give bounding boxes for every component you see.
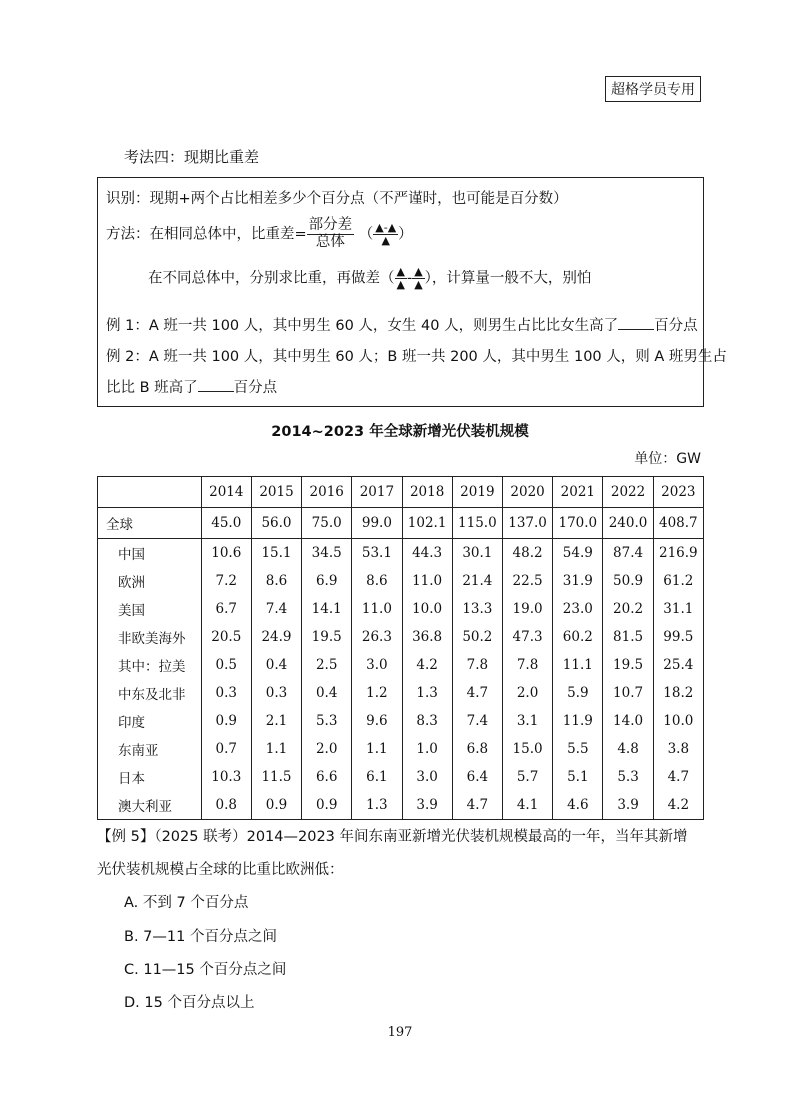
table-row — [98, 763, 704, 791]
table-cell: 2.0 — [502, 679, 552, 707]
table-cell: 53.1 — [352, 539, 402, 568]
table-cell: 99.5 — [653, 623, 703, 651]
header-year: 2020 — [502, 477, 552, 508]
table-cell: 170.0 — [553, 508, 603, 539]
table-cell: 6.8 — [452, 735, 502, 763]
table-cell: 48.2 — [502, 539, 552, 568]
table-cell: 7.4 — [452, 707, 502, 735]
table-cell: 0.4 — [251, 651, 301, 679]
row-label: 澳大利亚 — [98, 791, 202, 820]
triangle-fraction — [373, 222, 398, 247]
table-cell: 102.1 — [402, 508, 452, 539]
table-cell: 19.5 — [603, 651, 653, 679]
table-cell: 0.7 — [201, 735, 251, 763]
option-c: C. 11—15 个百分点之间 — [124, 962, 287, 978]
table-cell: 47.3 — [502, 623, 552, 651]
table-cell: 6.6 — [302, 763, 352, 791]
table-cell: 30.1 — [452, 539, 502, 568]
header-year: 2023 — [653, 477, 703, 508]
triangle-numerator: ▲-▲ — [375, 220, 397, 234]
row-label: 中东及北非 — [98, 679, 202, 707]
table-cell: 9.6 — [352, 707, 402, 735]
method-line — [106, 218, 413, 251]
row-label: 其中：拉美 — [98, 651, 202, 679]
table-cell: 11.1 — [553, 651, 603, 679]
table-cell: 8.3 — [402, 707, 452, 735]
table-cell: 54.9 — [553, 539, 603, 568]
table-cell: 2.0 — [302, 735, 352, 763]
table-cell: 408.7 — [653, 508, 703, 539]
table-cell: 15.0 — [502, 735, 552, 763]
table-cell: 7.8 — [502, 651, 552, 679]
table-cell: 0.5 — [201, 651, 251, 679]
table-cell: 87.4 — [603, 539, 653, 568]
table-cell: 3.0 — [352, 651, 402, 679]
table-row — [98, 707, 704, 735]
table-cell: 1.2 — [352, 679, 402, 707]
exclusive-badge: 超格学员专用 — [605, 76, 701, 102]
table-cell: 4.6 — [553, 791, 603, 820]
example-2-suffix: 百分点 — [233, 380, 278, 396]
table-cell: 1.3 — [352, 791, 402, 820]
table-cell: 1.3 — [402, 679, 452, 707]
table-cell: 13.3 — [452, 595, 502, 623]
table-cell: 0.3 — [201, 679, 251, 707]
triangle-denominator: ▲ — [381, 233, 390, 247]
fraction-numerator: 部分差 — [308, 217, 353, 233]
table-row — [98, 539, 704, 568]
table-cell: 8.6 — [251, 567, 301, 595]
table-row — [98, 595, 704, 623]
table-cell: 11.0 — [352, 595, 402, 623]
table-cell: 15.1 — [251, 539, 301, 568]
table-cell: 26.3 — [352, 623, 402, 651]
row-label: 日本 — [98, 763, 202, 791]
table-cell: 4.2 — [402, 651, 452, 679]
table-cell: 99.0 — [352, 508, 402, 539]
table-cell: 0.9 — [201, 707, 251, 735]
table-cell: 3.9 — [603, 791, 653, 820]
table-cell: 2.1 — [251, 707, 301, 735]
table-cell: 3.0 — [402, 763, 452, 791]
table-cell: 4.8 — [603, 735, 653, 763]
table-cell: 3.9 — [402, 791, 452, 820]
page-number: 197 — [387, 1025, 413, 1040]
table-cell: 6.7 — [201, 595, 251, 623]
table-cell: 3.1 — [502, 707, 552, 735]
header-year: 2019 — [452, 477, 502, 508]
table-cell: 6.9 — [302, 567, 352, 595]
pv-installation-table — [97, 476, 704, 820]
table-cell: 0.3 — [251, 679, 301, 707]
example-1 — [106, 314, 698, 335]
table-cell: 5.1 — [553, 763, 603, 791]
table-cell: 50.9 — [603, 567, 653, 595]
table-cell: 56.0 — [251, 508, 301, 539]
table-cell: 19.0 — [502, 595, 552, 623]
answer-blank — [618, 315, 654, 330]
header-year: 2016 — [302, 477, 352, 508]
table-row — [98, 651, 704, 679]
table-cell: 137.0 — [502, 508, 552, 539]
table-cell: 61.2 — [653, 567, 703, 595]
triangle-b-num: ▲ — [414, 265, 423, 278]
table-cell: 8.6 — [352, 567, 402, 595]
example-1-suffix: 百分点 — [654, 318, 698, 334]
table-unit: 单位：GW — [634, 451, 701, 467]
table-cell: 14.1 — [302, 595, 352, 623]
table-cell: 10.3 — [201, 763, 251, 791]
table-cell: 31.9 — [553, 567, 603, 595]
table-cell: 75.0 — [302, 508, 352, 539]
table-row — [98, 623, 704, 651]
paren-close: ） — [398, 226, 413, 243]
diff-suffix: ），计算量一般不大，别怕 — [424, 270, 592, 287]
table-cell: 0.8 — [201, 791, 251, 820]
table-cell: 5.5 — [553, 735, 603, 763]
triangle-a-den: ▲ — [396, 278, 405, 292]
table-cell: 7.4 — [251, 595, 301, 623]
triangle-b-den: ▲ — [414, 278, 423, 292]
table-cell: 0.9 — [302, 791, 352, 820]
table-cell: 216.9 — [653, 539, 703, 568]
table-cell: 10.7 — [603, 679, 653, 707]
table-cell: 1.0 — [402, 735, 452, 763]
table-cell: 36.8 — [402, 623, 452, 651]
table-cell: 10.0 — [402, 595, 452, 623]
table-cell: 7.8 — [452, 651, 502, 679]
table-cell: 1.1 — [251, 735, 301, 763]
table-cell: 81.5 — [603, 623, 653, 651]
table-cell: 14.0 — [603, 707, 653, 735]
table-cell: 11.5 — [251, 763, 301, 791]
table-row — [98, 679, 704, 707]
table-cell: 18.2 — [653, 679, 703, 707]
row-label: 全球 — [98, 508, 202, 539]
row-label: 印度 — [98, 707, 202, 735]
table-header-row — [98, 477, 704, 508]
minus-sign: - — [406, 270, 413, 287]
diff-prefix: 在不同总体中，分别求比重，再做差（ — [148, 270, 395, 287]
identify-line: 识别：现期+两个占比相差多少个百分点（不严谨时，也可能是百分数） — [106, 191, 568, 207]
table-row — [98, 567, 704, 595]
table-cell: 4.7 — [452, 791, 502, 820]
header-year: 2021 — [553, 477, 603, 508]
header-empty-cell — [98, 477, 202, 508]
table-cell: 31.1 — [653, 595, 703, 623]
header-year: 2014 — [201, 477, 251, 508]
table-row — [98, 735, 704, 763]
header-year: 2022 — [603, 477, 653, 508]
table-title: 2014~2023 年全球新增光伏装机规模 — [271, 424, 529, 440]
table-cell: 0.9 — [251, 791, 301, 820]
table-cell: 5.7 — [502, 763, 552, 791]
table-cell: 4.7 — [653, 763, 703, 791]
example-1-text: 例 1：A 班一共 100 人，其中男生 60 人，女生 40 人，则男生占比比女生高了 — [106, 318, 619, 334]
paren-open: （ — [358, 226, 374, 243]
table-cell: 19.5 — [302, 623, 352, 651]
table-cell: 10.6 — [201, 539, 251, 568]
table-cell: 25.4 — [653, 651, 703, 679]
table-cell: 5.9 — [553, 679, 603, 707]
table-cell: 6.4 — [452, 763, 502, 791]
table-cell: 50.2 — [452, 623, 502, 651]
part-diff-fraction — [307, 218, 355, 251]
row-label: 非欧美海外 — [98, 623, 202, 651]
triangle-a-num: ▲ — [396, 265, 405, 278]
table-cell: 11.9 — [553, 707, 603, 735]
table-cell: 7.2 — [201, 567, 251, 595]
table-cell: 10.0 — [653, 707, 703, 735]
table-cell: 20.5 — [201, 623, 251, 651]
section-title: 考法四：现期比重差 — [124, 148, 260, 166]
table-cell: 22.5 — [502, 567, 552, 595]
table-cell: 20.2 — [603, 595, 653, 623]
row-label: 中国 — [98, 539, 202, 568]
triangle-fraction-a — [395, 266, 407, 291]
triangle-fraction-b — [412, 266, 424, 291]
table-cell: 115.0 — [452, 508, 502, 539]
table-cell: 45.0 — [201, 508, 251, 539]
method-prefix: 方法：在相同总体中，比重差= — [106, 226, 307, 243]
option-b: B. 7—11 个百分点之间 — [124, 929, 277, 945]
option-a: A. 不到 7 个百分点 — [124, 895, 249, 911]
option-d: D. 15 个百分点以上 — [124, 995, 255, 1011]
table-cell: 3.8 — [653, 735, 703, 763]
example-2-text: 比比 B 班高了 — [106, 380, 198, 396]
header-year: 2017 — [352, 477, 402, 508]
table-cell: 60.2 — [553, 623, 603, 651]
table-cell: 23.0 — [553, 595, 603, 623]
question-stem-line-1: 【例 5】（2025 联考）2014—2023 年间东南亚新增光伏装机规模最高的一年，当年其新增 — [97, 829, 688, 845]
table-cell: 0.4 — [302, 679, 352, 707]
table-cell: 6.1 — [352, 763, 402, 791]
table-cell: 34.5 — [302, 539, 352, 568]
row-label: 美国 — [98, 595, 202, 623]
table-cell: 5.3 — [603, 763, 653, 791]
fraction-denominator: 总体 — [315, 233, 345, 250]
row-label: 欧洲 — [98, 567, 202, 595]
table-row — [98, 508, 704, 539]
table-cell: 11.0 — [402, 567, 452, 595]
header-year: 2015 — [251, 477, 301, 508]
table-cell: 21.4 — [452, 567, 502, 595]
table-cell: 2.5 — [302, 651, 352, 679]
method-box — [97, 177, 727, 407]
table-cell: 24.9 — [251, 623, 301, 651]
example-2-line-2 — [106, 376, 277, 397]
table-cell: 5.3 — [302, 707, 352, 735]
row-label: 东南亚 — [98, 735, 202, 763]
example-2-line-1: 例 2：A 班一共 100 人，其中男生 60 人；B 班一共 200 人，其中男生 100 人，则 A 班男生占 — [106, 349, 727, 365]
table-cell: 4.2 — [653, 791, 703, 820]
table-cell: 44.3 — [402, 539, 452, 568]
table-cell: 4.1 — [502, 791, 552, 820]
different-total-line — [148, 266, 591, 291]
table-cell: 1.1 — [352, 735, 402, 763]
table-cell: 240.0 — [603, 508, 653, 539]
header-year: 2018 — [402, 477, 452, 508]
answer-blank — [198, 377, 234, 392]
question-stem-line-2: 光伏装机规模占全球的比重比欧洲低： — [97, 862, 344, 878]
table-cell: 4.7 — [452, 679, 502, 707]
table-row — [98, 791, 704, 820]
